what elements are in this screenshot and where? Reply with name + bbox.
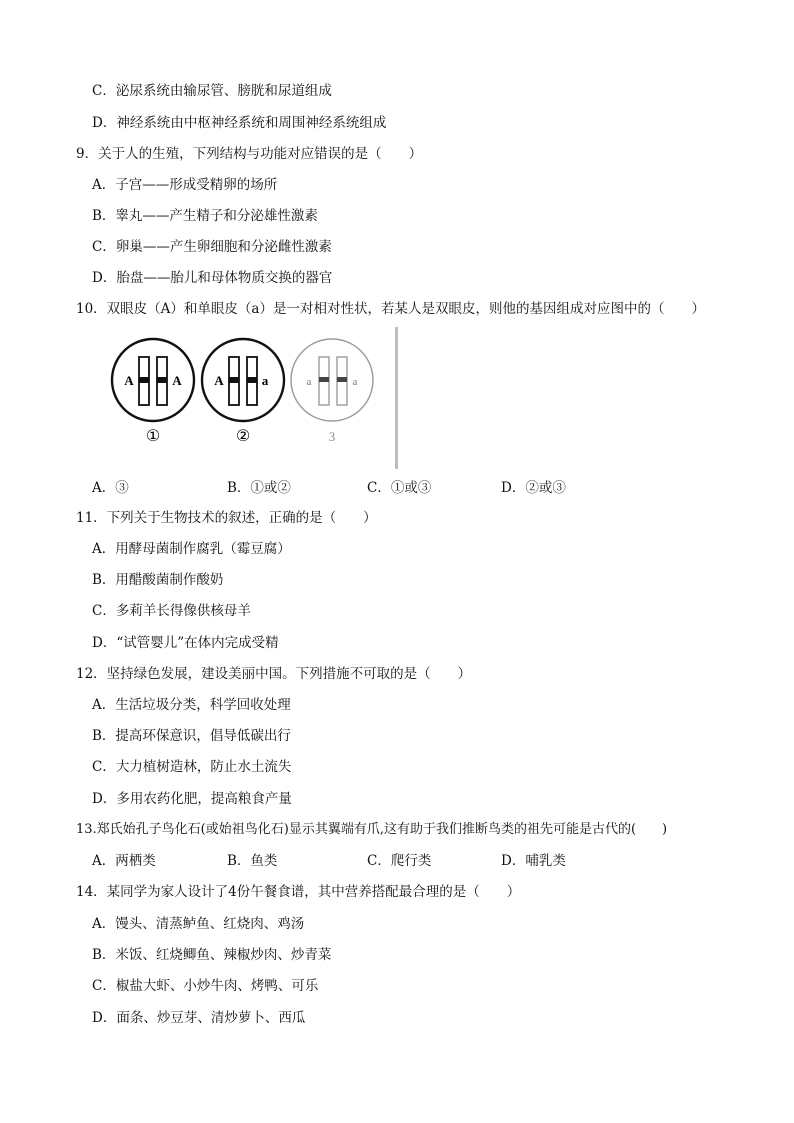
cell-2-allele-left: A [214, 373, 224, 388]
cell-3-gene-band-right [337, 377, 347, 382]
question-13-stem: 13.郑氏始孔子鸟化石(或始祖鸟化石)显示其翼端有爪,这有助于我们推断鸟类的祖先可能是古代的( ) [76, 822, 668, 837]
q9-option-d: D．胎盘——胎儿和母体物质交换的器官 [92, 270, 333, 286]
q14-option-b: B．米饭、红烧鲫鱼、辣椒炒肉、炒青菜 [92, 947, 332, 963]
cell-1-gene-band-right [157, 377, 167, 383]
cell-1-allele-right: A [172, 373, 182, 388]
q13-options [92, 852, 652, 870]
question-10-stem: 10．双眼皮（A）和单眼皮（a）是一对相对性状，若某人是双眼皮，则他的基因组成对应图中的（ ） [76, 301, 705, 317]
q11-option-d: D．“试管婴儿”在体内完成受精 [92, 635, 279, 651]
q10-option-a: A．③ [92, 480, 129, 496]
q13-option-d: D．哺乳类 [501, 853, 566, 869]
cell-1 [112, 339, 194, 445]
q13-option-a: A．两栖类 [92, 853, 156, 869]
q14-option-d: D．面条、炒豆芽、清炒萝卜、西瓜 [92, 1010, 306, 1026]
q10-option-d: D．②或③ [501, 480, 566, 496]
q14-option-a: A．馒头、清蒸鲈鱼、红烧肉、鸡汤 [92, 916, 305, 932]
cell-2-gene-band-right [247, 377, 257, 383]
cell-3-label: 3 [328, 429, 336, 444]
cell-3-allele-right: a [352, 376, 358, 388]
q9-option-a: A．子宫——形成受精卵的场所 [92, 177, 278, 193]
q13-option-b: B．鱼类 [227, 853, 278, 869]
q9-option-c: C．卵巢——产生卵细胞和分泌雌性激素 [92, 239, 332, 255]
q12-option-d: D．多用农药化肥，提高粮食产量 [92, 791, 292, 807]
question-9-stem: 9．关于人的生殖，下列结构与功能对应错误的是（ ） [76, 146, 423, 162]
option-c: C．泌尿系统由输尿管、膀胱和尿道组成 [92, 83, 332, 99]
q12-option-a: A．生活垃圾分类，科学回收处理 [92, 697, 291, 713]
cell-2 [202, 339, 284, 445]
cell-2-gene-band-left [229, 377, 239, 383]
cell-2-allele-right: a [261, 373, 269, 388]
q14-option-c: C．椒盐大虾、小炒牛肉、烤鸭、可乐 [92, 978, 319, 994]
genotype-figure-svg [105, 325, 405, 470]
q10-option-b: B．①或② [227, 480, 291, 496]
q13-option-c: C．爬行类 [367, 853, 432, 869]
q11-option-c: C．多莉羊长得像供核母羊 [92, 603, 251, 619]
q12-option-c: C．大力植树造林，防止水土流失 [92, 759, 292, 775]
question-12-stem: 12．坚持绿色发展，建设美丽中国。下列措施不可取的是（ ） [76, 666, 472, 682]
cell-3 [291, 339, 373, 444]
q10-options [92, 479, 652, 497]
q11-option-a: A．用酵母菌制作腐乳（霉豆腐） [92, 541, 291, 557]
q12-option-b: B．提高环保意识，倡导低碳出行 [92, 728, 291, 744]
q10-option-c: C．①或③ [367, 480, 432, 496]
question-14-stem: 14．某同学为家人设计了4份午餐食谱，其中营养搭配最合理的是（ ） [76, 884, 521, 900]
q11-option-b: B．用醋酸菌制作酸奶 [92, 572, 224, 588]
q9-option-b: B．睾丸——产生精子和分泌雄性激素 [92, 208, 318, 224]
cell-1-label: ① [145, 426, 161, 445]
cell-3-gene-band-left [319, 377, 329, 382]
figure-divider [395, 327, 398, 469]
cell-3-circle [291, 339, 373, 421]
option-d: D．神经系统由中枢神经系统和周围神经系统组成 [92, 115, 387, 131]
cell-2-label: ② [235, 426, 251, 445]
genotype-figure [105, 325, 405, 470]
cell-3-allele-left: a [306, 376, 312, 388]
question-11-stem: 11．下列关于生物技术的叙述，正确的是（ ） [76, 510, 377, 526]
cell-1-allele-left: A [124, 373, 134, 388]
cell-1-gene-band-left [139, 377, 149, 383]
